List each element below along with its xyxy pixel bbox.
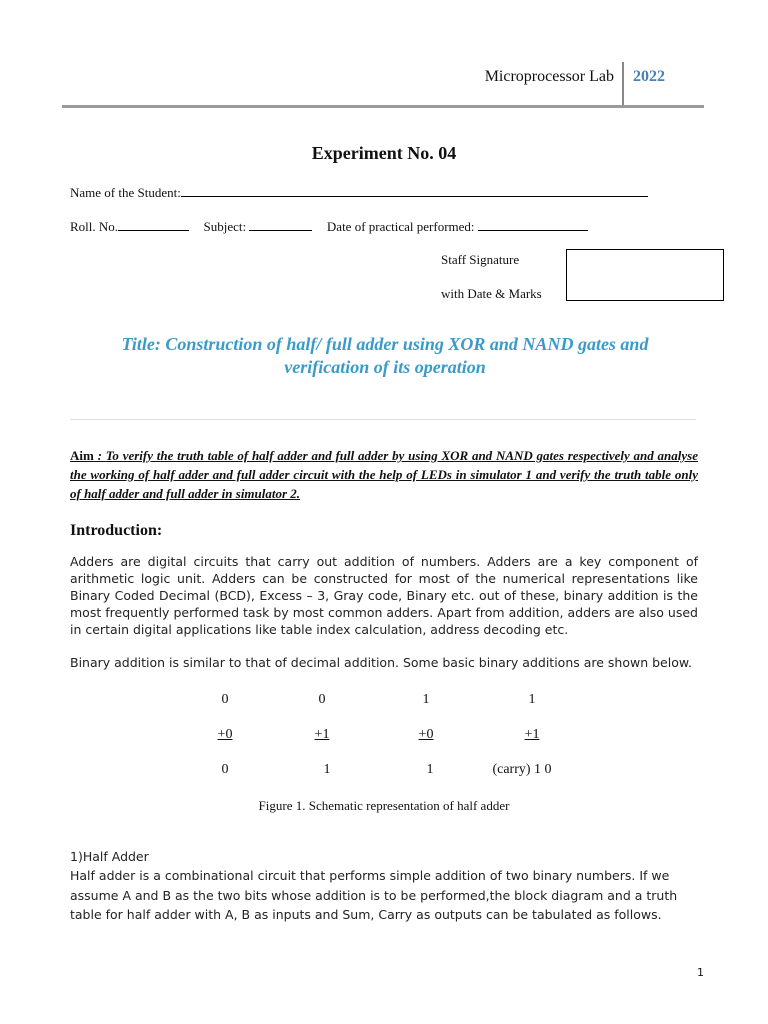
addition-value: 1 — [422, 692, 430, 707]
date-marks-label: with Date & Marks — [441, 286, 542, 301]
aim-paragraph — [70, 446, 698, 503]
introduction-paragraph-1: Adders are digital circuits that carry out addition of numbers. Adders are a key component of arithmetic logic unit. Adders can be constructed for most of the numerical representations like Binary Coded Decimal (BCD), Excess – 3, Gray code, Binary etc. out of these, binary addition is the most frequently performed task by most common adders. Apart from addition, adders are also used in certain digital applications like table index calculation, address decoding etc. — [70, 554, 698, 637]
experiment-title: Experiment No. 04 — [311, 143, 457, 163]
date-label: Date of practical performed: — [326, 219, 475, 234]
roll-subject-date-row — [70, 218, 588, 235]
addition-result: 0 — [221, 762, 229, 777]
half-adder-heading: 1)Half Adder — [70, 849, 149, 864]
addition-operand: +1 — [524, 727, 540, 742]
header-title: Microprocessor Lab — [484, 68, 614, 85]
student-name-line — [181, 184, 648, 197]
aim-text: To verify the truth table of half adder and full adder by using XOR and NAND gates respectively and analyse the working of half adder and full adder circuit with the help of LEDs in simulator 1 and verify the truth table only of half adder and full adder in simulator 2. — [70, 448, 698, 501]
header-divider — [622, 62, 624, 106]
document-title — [60, 333, 710, 379]
aim-label: Aim — [70, 448, 94, 463]
page-number: 1 — [697, 966, 704, 979]
student-name-row — [70, 184, 648, 201]
addition-result: 1 — [323, 762, 331, 777]
staff-signature-label: Staff Signature — [441, 252, 520, 267]
half-adder-paragraph: Half adder is a combinational circuit that performs simple addition of two binary numbers. If we assume A and B as the two bits whose addition is to be performed,the block diagram and a truth table for half adder with A, B as inputs and Sum, Carry as outputs can be tabulated as follows. — [70, 868, 678, 922]
addition-result: 1 — [426, 762, 434, 777]
addition-value: 0 — [318, 692, 326, 707]
date-line — [478, 218, 588, 231]
addition-operand: +0 — [217, 727, 233, 742]
subject-label: Subject: — [203, 219, 247, 234]
aim-separator: : — [93, 448, 106, 463]
introduction-paragraph-2: Binary addition is similar to that of decimal addition. Some basic binary additions are shown below. — [70, 655, 692, 670]
roll-line — [118, 218, 189, 231]
addition-value: 0 — [221, 692, 229, 707]
introduction-heading: Introduction: — [70, 522, 163, 539]
section-separator — [70, 419, 696, 420]
header-rule — [62, 105, 704, 108]
document-title-line-2: verification of its operation — [284, 357, 486, 377]
addition-result: (carry) 1 0 — [492, 762, 552, 777]
figure-caption: Figure 1. Schematic representation of half adder — [258, 798, 510, 813]
addition-operand: +0 — [418, 727, 434, 742]
addition-operand: +1 — [314, 727, 330, 742]
addition-value: 1 — [528, 692, 536, 707]
subject-line — [249, 218, 312, 231]
signature-box — [566, 249, 724, 301]
header-year: 2022 — [633, 68, 665, 85]
document-title-line-1: Title: Construction of half/ full adder using XOR and NAND gates and — [121, 334, 649, 354]
student-name-label: Name of the Student: — [70, 185, 181, 200]
roll-label: Roll. No. — [70, 219, 119, 234]
